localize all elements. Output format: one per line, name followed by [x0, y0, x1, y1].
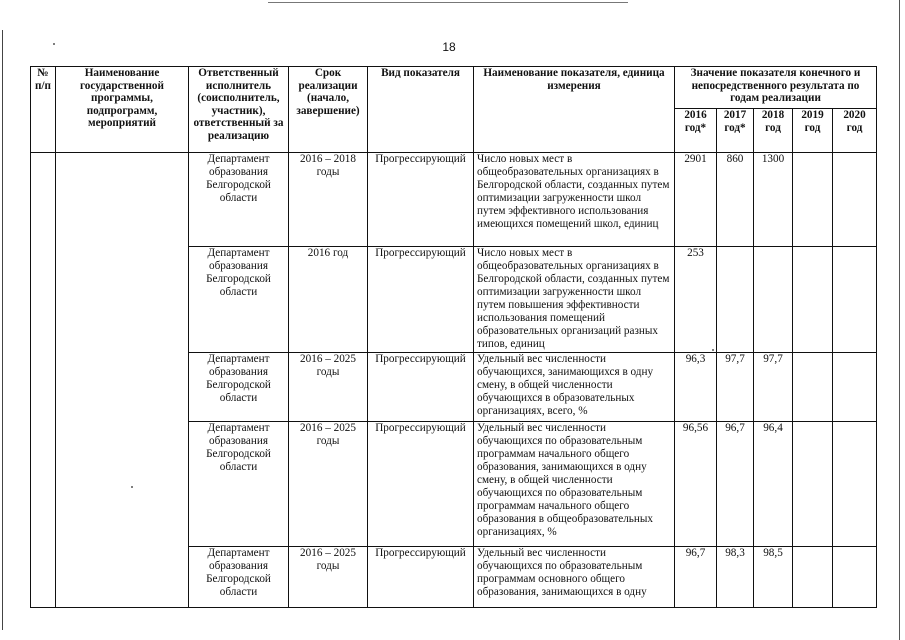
cell-type: Прогрессирующий — [368, 547, 474, 608]
cell-value-2016: 253 — [675, 247, 717, 353]
header-executor: Ответственный исполнитель (соисполнитель, участник), ответственный за реализацию — [189, 67, 289, 153]
cell-indicator: Число новых мест в общеобразовательных организациях в Белгородской области, созданных путем оптимизации загруженности школ путем повышения эффективности использования помещений образовательных организаций разных типов, единиц — [474, 247, 675, 353]
scan-speck — [53, 43, 55, 45]
scan-top-edge — [268, 2, 628, 3]
cell-term: 2016 год — [289, 247, 368, 353]
cell-value-2016: 2901 — [675, 153, 717, 247]
cell-value-2017 — [717, 247, 754, 353]
cell-value-2018: 97,7 — [754, 353, 793, 422]
indicators-table — [30, 66, 877, 608]
cell-value-2020 — [833, 153, 877, 247]
header-year-2016: 2016 год* — [675, 109, 717, 153]
cell-value-2017: 96,7 — [717, 422, 754, 547]
cell-name — [56, 153, 189, 608]
header-name: Наименование государственной программы, подпрограмм, мероприятий — [56, 67, 189, 153]
cell-type: Прогрессирующий — [368, 422, 474, 547]
cell-type: Прогрессирующий — [368, 353, 474, 422]
header-year-2020: 2020 год — [833, 109, 877, 153]
cell-executor: Департамент образования Белгородской области — [189, 422, 289, 547]
cell-value-2019 — [793, 153, 833, 247]
cell-value-2016: 96,7 — [675, 547, 717, 608]
cell-value-2019 — [793, 353, 833, 422]
cell-term: 2016 – 2025 годы — [289, 353, 368, 422]
header-term: Срок реализации (начало, завершение) — [289, 67, 368, 153]
header-num: № п/п — [31, 67, 56, 153]
cell-value-2017: 97,7 — [717, 353, 754, 422]
scan-right-edge — [899, 0, 900, 640]
cell-value-2019 — [793, 422, 833, 547]
cell-value-2017: 98,3 — [717, 547, 754, 608]
cell-indicator: Удельный вес численности обучающихся по образовательным программам основного общего образования, занимающихся в одну — [474, 547, 675, 608]
cell-value-2020 — [833, 353, 877, 422]
cell-indicator: Удельный вес численности обучающихся по образовательным программам начального общего образования, занимающихся в одну смену, в общей численности обучающихся по образовательным программам начального общего образования в общеобразовательных организациях, % — [474, 422, 675, 547]
cell-value-2016: 96,3 — [675, 353, 717, 422]
header-year-2017: 2017 год* — [717, 109, 754, 153]
cell-executor: Департамент образования Белгородской области — [189, 153, 289, 247]
table-row — [31, 153, 877, 247]
header-year-2019: 2019 год — [793, 109, 833, 153]
cell-type: Прогрессирующий — [368, 247, 474, 353]
header-year-2018: 2018 год — [754, 109, 793, 153]
cell-value-2018: 98,5 — [754, 547, 793, 608]
cell-value-2019 — [793, 247, 833, 353]
cell-value-2020 — [833, 422, 877, 547]
cell-term: 2016 – 2025 годы — [289, 547, 368, 608]
header-type: Вид показателя — [368, 67, 474, 153]
cell-type: Прогрессирующий — [368, 153, 474, 247]
cell-indicator: Число новых мест в общеобразовательных организациях в Белгородской области, созданных путем оптимизации загруженности школ путем эффективного использования имеющихся помещений школ, единиц — [474, 153, 675, 247]
cell-value-2019 — [793, 547, 833, 608]
cell-executor: Департамент образования Белгородской области — [189, 353, 289, 422]
cell-executor: Департамент образования Белгородской области — [189, 247, 289, 353]
header-values-group: Значение показателя конечного и непосредственного результата по годам реализации — [675, 67, 877, 109]
cell-value-2018: 96,4 — [754, 422, 793, 547]
scan-left-edge — [2, 30, 3, 630]
cell-term: 2016 – 2025 годы — [289, 422, 368, 547]
cell-indicator: Удельный вес численности обучающихся, занимающихся в одну смену, в общей численности обучающихся в образовательных организациях, всего, % — [474, 353, 675, 422]
header-indicator: Наименование показателя, единица измерения — [474, 67, 675, 153]
cell-value-2016: 96,56 — [675, 422, 717, 547]
cell-executor: Департамент образования Белгородской области — [189, 547, 289, 608]
page-number: 18 — [442, 40, 456, 54]
cell-value-2018 — [754, 247, 793, 353]
cell-value-2020 — [833, 247, 877, 353]
cell-value-2018: 1300 — [754, 153, 793, 247]
cell-term: 2016 – 2018 годы — [289, 153, 368, 247]
cell-value-2017: 860 — [717, 153, 754, 247]
table-header-row — [31, 67, 877, 109]
cell-num — [31, 153, 56, 608]
cell-value-2020 — [833, 547, 877, 608]
